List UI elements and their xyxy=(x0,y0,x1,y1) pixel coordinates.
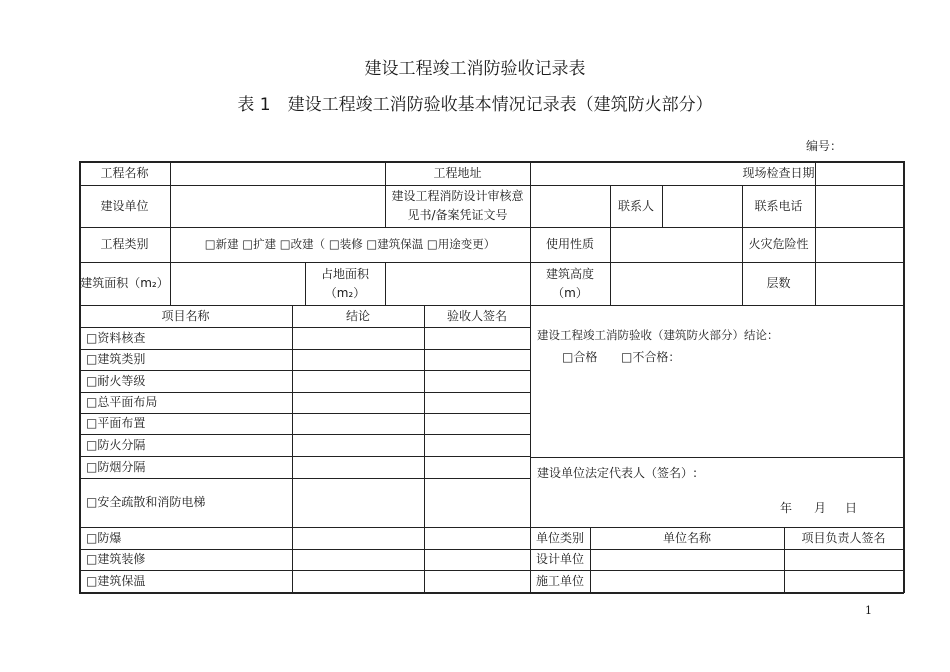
label-project-address: 工程地址 xyxy=(433,165,482,180)
label-builder: 建设单位 xyxy=(100,198,149,213)
date-year: 年 xyxy=(779,500,792,515)
item-docs-review[interactable]: □资料核查 xyxy=(86,330,146,345)
item-floor-layout[interactable]: □平面布置 xyxy=(86,416,146,431)
legal-rep-signature-label: 建设单位法定代表人（签名）: xyxy=(537,465,698,480)
item-building-category[interactable]: □建筑类别 xyxy=(86,352,146,367)
input-contact-phone[interactable] xyxy=(815,185,903,227)
checkbox-pass[interactable]: □合格 xyxy=(562,349,598,364)
label-inspection-date: 现场检查日期 xyxy=(742,165,815,180)
item-evacuation-elevator[interactable]: □安全疏散和消防电梯 xyxy=(86,495,206,510)
label-project-name: 工程名称 xyxy=(100,165,149,180)
height-line1: 建筑高度 xyxy=(545,266,594,281)
input-floors[interactable] xyxy=(815,262,903,305)
input-land-area[interactable] xyxy=(385,262,530,305)
label-land-area xyxy=(305,262,385,305)
col-result: 结论 xyxy=(345,308,370,323)
input-usage[interactable] xyxy=(610,227,742,262)
checkbox-fail[interactable]: □不合格： xyxy=(621,349,681,364)
approval-doc-line1: 建设工程消防设计审核意 xyxy=(391,189,524,204)
height-line2: （m） xyxy=(552,285,588,300)
approval-doc-line2: 见书/备案凭证文号 xyxy=(407,208,508,222)
input-fire-hazard[interactable] xyxy=(815,227,903,262)
input-building-height[interactable] xyxy=(610,262,742,305)
input-contact-person[interactable] xyxy=(662,185,742,227)
label-floors: 层数 xyxy=(766,276,791,291)
item-site-layout[interactable]: □总平面布局 xyxy=(86,395,158,410)
project-type-options[interactable]: □新建 □扩建 □改建（ □装修 □建筑保温 □用途变更） xyxy=(204,236,496,251)
land-area-line2: （m₂） xyxy=(324,285,366,300)
item-decoration[interactable]: □建筑装修 xyxy=(86,552,146,567)
label-project-type: 工程类别 xyxy=(100,237,149,252)
label-approval-doc xyxy=(385,185,530,227)
item-smoke-separation[interactable]: □防烟分隔 xyxy=(86,459,146,474)
col-item-name: 项目名称 xyxy=(161,308,210,323)
unit-design: 设计单位 xyxy=(535,552,584,567)
input-inspection-date[interactable] xyxy=(815,161,903,185)
date-day: 日 xyxy=(844,500,857,515)
label-building-height xyxy=(530,262,610,305)
col-signature: 验收人签名 xyxy=(446,308,507,323)
table-subtitle: 表 1 建设工程竣工消防验收基本情况记录表（建筑防火部分） xyxy=(237,95,713,115)
date-month: 月 xyxy=(813,500,826,515)
item-fire-rating[interactable]: □耐火等级 xyxy=(86,373,146,388)
unit-construction: 施工单位 xyxy=(535,573,584,588)
input-approval-doc[interactable] xyxy=(530,185,610,227)
col-unit-type: 单位类别 xyxy=(535,530,584,545)
col-project-lead-sign: 项目负责人签名 xyxy=(801,530,886,545)
item-explosion-proof[interactable]: □防爆 xyxy=(86,530,122,545)
doc-number-label: 编号： xyxy=(805,139,842,153)
form-title: 建设工程竣工消防验收记录表 xyxy=(364,59,586,79)
conclusion-label: 建设工程竣工消防验收（建筑防火部分）结论： xyxy=(537,328,779,343)
item-fire-separation[interactable]: □防火分隔 xyxy=(86,437,146,452)
input-builder[interactable] xyxy=(170,185,385,227)
input-building-area[interactable] xyxy=(170,262,305,305)
label-contact-phone: 联系电话 xyxy=(754,198,803,213)
input-project-name[interactable] xyxy=(170,161,385,185)
item-insulation[interactable]: □建筑保温 xyxy=(86,573,146,588)
label-usage: 使用性质 xyxy=(545,237,594,252)
input-project-address[interactable] xyxy=(530,161,742,185)
land-area-line1: 占地面积 xyxy=(320,266,369,281)
label-contact-person: 联系人 xyxy=(617,198,654,213)
page-number: 1 xyxy=(865,604,872,617)
col-unit-name: 单位名称 xyxy=(662,530,711,545)
label-building-area: 建筑面积（m₂） xyxy=(80,276,169,291)
label-fire-hazard: 火灾危险性 xyxy=(748,237,809,252)
